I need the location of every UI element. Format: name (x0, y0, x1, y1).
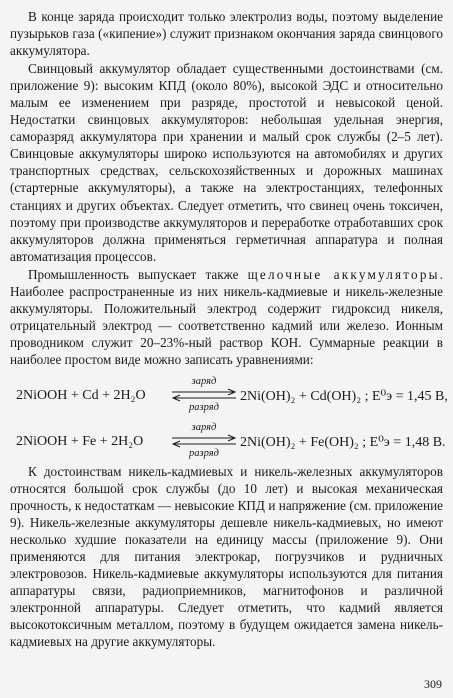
p3-rest: . Наиболее распространенные из них никель-кадмиевые и никель-железные аккумуляторы. Положительный электрод содержит гидроксид никеля, отрицательный электрод — соответственно кадмий или железо. Ионным проводником служит 20–23%-ный раствор КОН. Суммарные реакции в наиболее простом виде можно записать уравнениями: (10, 266, 443, 367)
eq1-reversible-arrow (170, 376, 238, 414)
eq1-right: 2Ni(OH)₂ + Cd(OH)₂ ; E⁰э = 1,45 В, (240, 388, 448, 404)
eq2-right: 2Ni(OH)₂ + Fe(OH)₂ ; E⁰э = 1,48 В. (240, 434, 446, 450)
equation-nickel-iron (10, 421, 446, 460)
paragraph-lead-battery: Свинцовый аккумулятор обладает существенными достоинствами (см. приложение 9): высоким КПД (около 80%), высокой ЭДС и относительно малым ее изменением при разряде, простотой и невысокой ценой. Недостатки свинцовых аккумуляторов: небольшая удельная энергия, саморазряд аккумулятора при хранении и малый срок службы (2–5 лет). Свинцовые аккумуляторы широко используются на автомобилях и других транспортных средствах, сельскохозяйственных и дорожных машинах (стартерные аккумуляторы), а также на электростанциях, телефонных станциях и других объектах. Следует отметить, что свинец очень токсичен, поэтому при производстве аккумуляторов и переработке отработавших срок аккумуляторов должна применяться герметичная аппаратура и полная автоматизация процессов. (10, 61, 443, 264)
eq2-left: 2NiOOH + Fe + 2H₂O (16, 433, 144, 449)
p3-spaced-term: щелочные аккумуляторы (247, 266, 440, 282)
eq1-arrow-top-label: заряд (191, 375, 217, 387)
double-arrow-icon (170, 434, 238, 448)
p3-lead: Промышленность выпускает также (28, 266, 248, 282)
paragraph-charge-end: В конце заряда происходит только электролиз воды, поэтому выделение пузырьков газа («кипение») служит признаком окончания заряда свинцового аккумулятора. (10, 9, 443, 59)
double-arrow-icon (170, 388, 238, 402)
eq2-reversible-arrow (170, 422, 238, 460)
paragraph-nickel-batteries: К достоинствам никель-кадмиевых и никель-железных аккумуляторов относятся большой срок службы (до 10 лет) и высокая механическая прочность, к недостаткам — невысокие КПД и напряжение (см. приложение 9). Никель-железные аккумуляторы дешевле никель-кадмиевых, но имеют несколько худшие показатели на единицу массы (приложение 9). Они применяются для питания электрокар, погрузчиков и рудничных электровозов. Никель-кадмиевые аккумуляторы используются для питания аппаратуры связи, радиоприемников, магнитофонов и различной электронной аппаратуры. Следует отметить, что кадмий является высокотоксичным металлом, поэтому в будущем ожидается замена никель-кадмиевых на другие аккумуляторы. (10, 463, 443, 650)
eq2-arrow-top-label: заряд (191, 421, 217, 433)
paragraph-alkaline-batteries (10, 266, 443, 368)
eq1-left: 2NiOOH + Cd + 2H₂O (16, 387, 146, 403)
equation-nickel-cadmium (10, 375, 448, 414)
eq1-arrow-bottom-label: разряд (189, 401, 219, 413)
page-number: 309 (424, 677, 442, 691)
eq2-arrow-bottom-label: разряд (189, 447, 219, 459)
